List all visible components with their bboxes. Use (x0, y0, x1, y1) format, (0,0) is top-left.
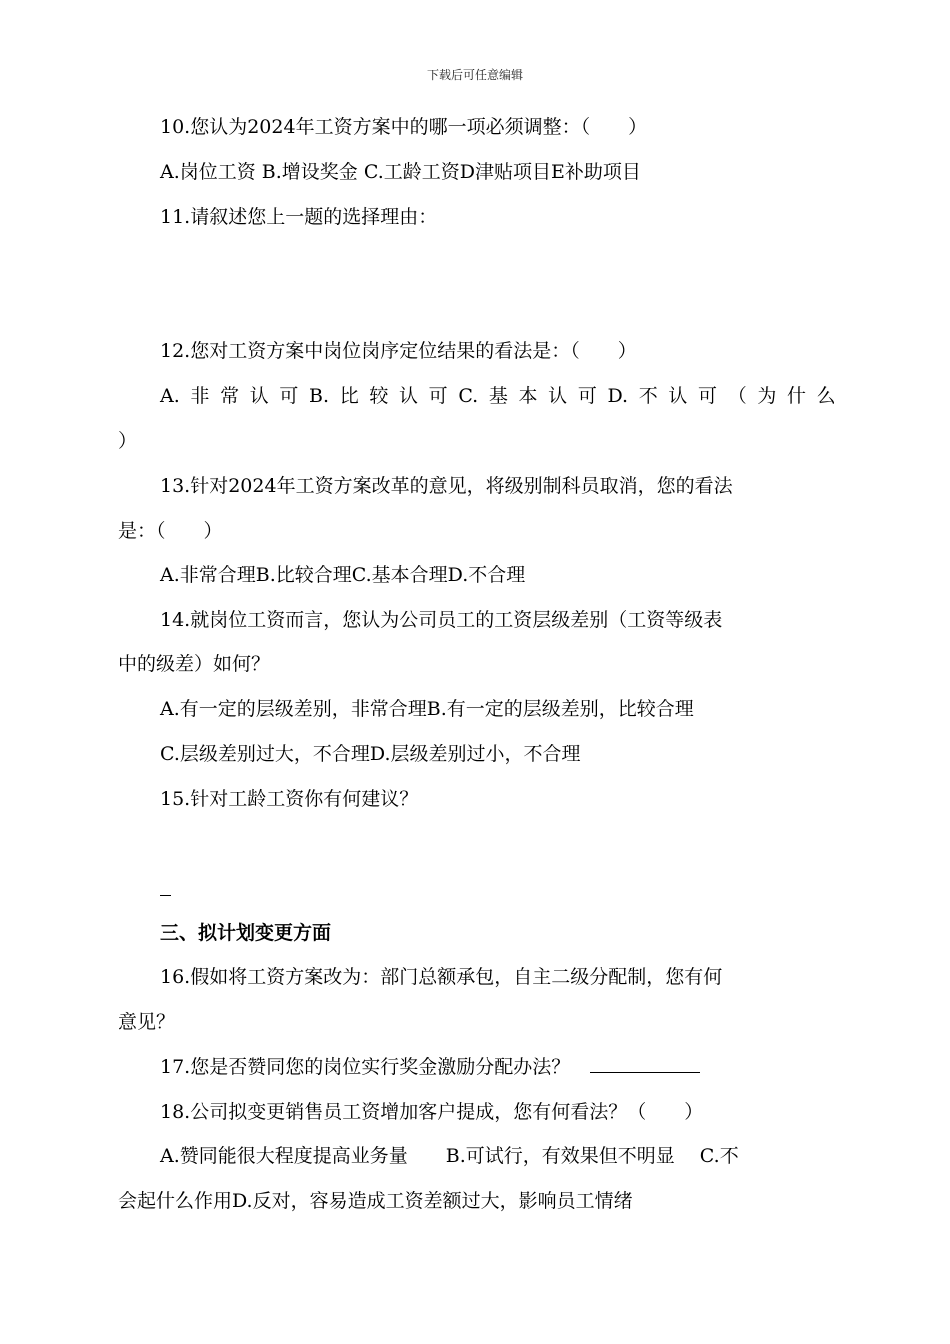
question-12-option-char: 认 (668, 385, 688, 407)
question-14-option-line-2: C.层级差别过大，不合理D.层级差别过小，不合理 (160, 743, 581, 765)
question-16-continued: 意见？ (118, 1011, 176, 1033)
question-12-option-char: 可 (577, 385, 597, 407)
question-12-option-char: 认 (399, 385, 419, 407)
question-12-option-char: C. (458, 385, 479, 407)
question-12-option-char: 常 (220, 385, 240, 407)
question-18-option-line-2: 会起什么作用D.反对，容易造成工资差额过大，影响员工情绪 (118, 1190, 633, 1212)
section-heading: 三、拟计划变更方面 (160, 922, 332, 944)
question-12-option-char: 可 (279, 385, 299, 407)
question-12-option-char: 可 (428, 385, 448, 407)
question-12-option-char: 比 (339, 385, 359, 407)
question-17-text: 17.您是否赞同您的岗位实行奖金激励分配办法？ (160, 1056, 571, 1078)
question-12-option-char: A. (160, 385, 180, 407)
question-12-option-char: 可 (698, 385, 718, 407)
question-10-options: A.岗位工资 B.增设奖金 C.工龄工资D津贴项目E补助项目 (160, 161, 641, 183)
question-14-option-line-1: A.有一定的层级差别，非常合理B.有一定的层级差别，比较合理 (160, 698, 694, 720)
question-14-continued: 中的级差）如何？ (118, 653, 271, 675)
stray-dash-mark (160, 895, 171, 896)
question-12-option-char: 不 (638, 385, 658, 407)
question-18: 18.公司拟变更销售员工资增加客户提成，您有何看法？（ ） (160, 1101, 704, 1123)
answer-blank[interactable] (590, 1054, 700, 1073)
question-12-option-char: （ (727, 385, 747, 407)
question-12-option-char: 较 (369, 385, 389, 407)
question-12-options (160, 383, 836, 409)
page-header: 下载后可任意编辑 (426, 68, 523, 82)
question-12: 12.您对工资方案中岗位岗序定位结果的看法是：（ ） (160, 340, 637, 362)
question-14: 14.就岗位工资而言，您认为公司员工的工资层级差别（工资等级表 (160, 609, 723, 631)
question-12-option-char: 为 (757, 385, 777, 407)
question-12-option-char: 么 (816, 385, 836, 407)
question-12-options-end: ） (118, 430, 138, 452)
question-17 (160, 1054, 700, 1080)
question-13: 13.针对2024年工资方案改革的意见，将级别制科员取消，您的看法 (160, 475, 733, 497)
question-12-option-char: 非 (190, 385, 210, 407)
question-12-option-char: 认 (548, 385, 568, 407)
question-15: 15.针对工龄工资你有何建议？ (160, 788, 419, 810)
question-12-option-char: 什 (787, 385, 807, 407)
question-13-options: A.非常合理B.比较合理C.基本合理D.不合理 (160, 564, 526, 586)
question-12-option-char: 本 (518, 385, 538, 407)
question-12-option-char: D. (607, 385, 629, 407)
question-10: 10.您认为2024年工资方案中的哪一项必须调整：（ ） (160, 116, 648, 138)
question-12-option-char: 基 (488, 385, 508, 407)
question-18-option-line-1: A.赞同能很大程度提高业务量 B.可试行，有效果但不明显 C.不 (160, 1145, 739, 1167)
question-12-option-char: 认 (249, 385, 269, 407)
question-13-continued: 是：（ ） (118, 520, 223, 542)
question-16: 16.假如将工资方案改为：部门总额承包，自主二级分配制，您有何 (160, 966, 723, 988)
question-11: 11.请叙述您上一题的选择理由： (160, 206, 438, 228)
question-12-option-char: B. (309, 385, 330, 407)
